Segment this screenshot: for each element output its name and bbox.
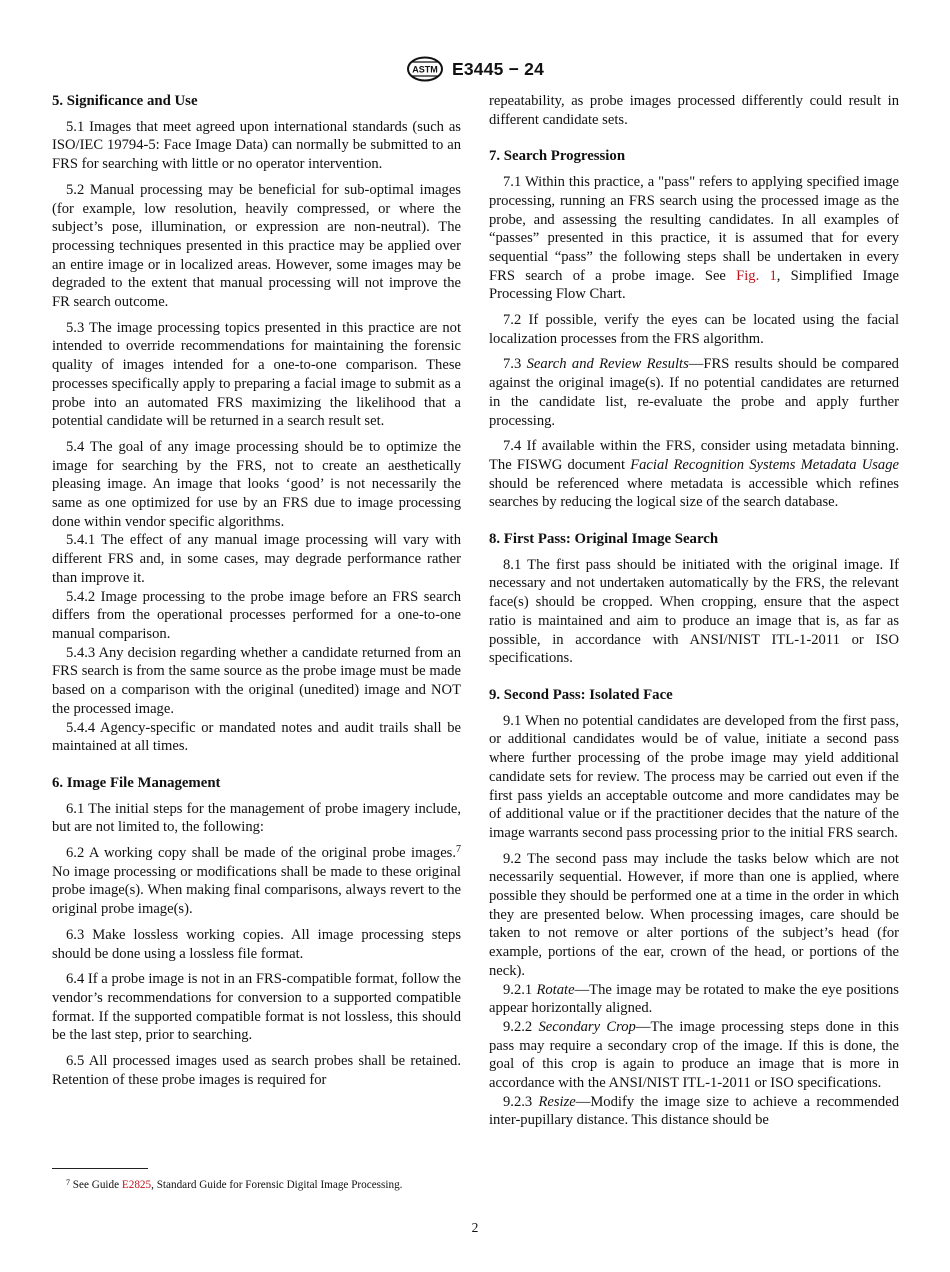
para-6-5: 6.5 All processed images used as search probes shall be retained. Retention of these probe images is required for: [52, 1053, 461, 1088]
para-7-1-text-a: 7.1 Within this practice, a "pass" refers to applying specified image processing, running an FRS search using the processed image as the probe, and assessing the resulting candidates. In all examples of “passes” presented in this practice, it is assumed that for every sequential “pass” the following steps shall be undertaken in every FRS search of a probe image. See: [489, 174, 899, 284]
para-5-1: 5.1 Images that meet agreed upon international standards (such as ISO/IEC 19794-5: Face Image Data) can normally be submitted to an FRS for searching with little or no operator intervention.: [52, 118, 461, 173]
para-5-4: 5.4 The goal of any image processing should be to optimize the image for searching by the FRS, not to create an aesthetically pleasing image. An image that looks ‘good’ is not necessarily the same as one optimized for use by an FRS due to image processing done within vendor specific algorithms.: [52, 438, 461, 530]
para-6-2-text-b: No image processing or modifications shall be made to these original probe image(s). When making final comparisons, always revert to the original probe image(s).: [52, 863, 461, 918]
para-9-1: 9.1 When no potential candidates are developed from the first pass, or additional candidates would be of value, initiate a second pass where further processing of the probe image may yield additional candidate sets for review. The process may be carried out even if the first pass yields an acceptable outcome and more candidates may be of additional value or if the practitioner decides that the nature of the image warrants second pass processing prior to the initial FRS search.: [489, 712, 899, 841]
para-7-3-title: Search and Review Results: [526, 356, 689, 373]
para-9-2-2: [489, 1018, 899, 1093]
para-5-4-3: 5.4.3 Any decision regarding whether a candidate returned from an FRS search is from the same source as the probe image must be made based on a comparison with the original (unedited) image and NOT the processed image.: [52, 644, 461, 717]
fig-1-link[interactable]: Fig. 1: [736, 267, 777, 284]
footnote-marker: 7: [66, 1178, 70, 1187]
para-7-2: 7.2 If possible, verify the eyes can be located using the facial localization processes from the FRS algorithm.: [489, 312, 899, 347]
para-6-1: 6.1 The initial steps for the management of probe imagery include, but are not limited to, the following:: [52, 800, 461, 836]
footnote-7: [52, 1178, 461, 1192]
footnote-ref-7[interactable]: 7: [456, 844, 461, 856]
page-header: [0, 56, 950, 87]
right-column: [489, 92, 899, 1130]
e2825-link[interactable]: E2825: [121, 1179, 152, 1191]
para-9-2-2-number: 9.2.2: [503, 1018, 539, 1035]
para-7-1-text-b: , Simplified Image Processing Flow Chart.: [489, 267, 900, 303]
para-9-2-2-title: Secondary Crop: [538, 1018, 636, 1035]
para-7-4-text-a: 7.4 If available within the FRS, consider using metadata binning. The FISWG document: [489, 438, 899, 473]
para-9-2-3-text: —Modify the image size to achieve a recommended inter-pupillary distance. This distance should be: [489, 1093, 899, 1129]
para-9-2-3-title: Resize: [538, 1093, 576, 1110]
para-5-4-4: 5.4.4 Agency-specific or mandated notes and audit trails shall be maintained at all times.: [52, 719, 461, 755]
para-7-3-number: 7.3: [503, 356, 527, 373]
section-5-heading: 5. Significance and Use: [52, 93, 198, 109]
section-8-heading: 8. First Pass: Original Image Search: [489, 531, 719, 548]
para-6-2-text-a: 6.2 A working copy shall be made of the original probe images.: [66, 845, 456, 862]
para-5-4-2: 5.4.2 Image processing to the probe image before an FRS search differs from the operational processes performed for a one-to-one manual comparison.: [52, 588, 461, 642]
para-7-4-text-b: should be referenced where metadata is accessible which refines searches by reducing the logical size of the search database.: [489, 475, 899, 511]
page-number: 2: [471, 1220, 479, 1235]
para-5-2: 5.2 Manual processing may be beneficial for sub-optimal images (for example, low resolution, heavily compressed, or where the subject’s pose, illumination, or expression are non-neutral). The processing techniques presented in this practice may be applied over an entire image or in localized areas. However, some images may be degraded to the extent that manual processing will not improve the FR search outcome.: [52, 181, 461, 311]
footnote-text-a: See Guide: [70, 1179, 122, 1191]
para-5-4-1: 5.4.1 The effect of any manual image processing will vary with different FRS and, in some cases, may degrade performance rather than improve it.: [52, 532, 461, 586]
footnote-divider: [52, 1168, 148, 1169]
section-9-heading: 9. Second Pass: Isolated Face: [489, 686, 673, 703]
footnote-text-b: , Standard Guide for Forensic Digital Image Processing.: [151, 1179, 403, 1191]
section-7-heading: 7. Search Progression: [489, 148, 626, 165]
para-9-2-3: [489, 1093, 899, 1130]
para-7-3: [489, 355, 899, 430]
para-6-2: [52, 844, 461, 919]
para-8-1: 8.1 The first pass should be initiated with the original image. If necessary and not undertaken automatically by the FRS, the relevant face(s) should be cropped. When cropping, ensure that the aspect ratio is maintained and aim to produce an image that is, as far as possible, in accordance with ANSI/NIST ITL-1-2011 or ISO specifications.: [489, 556, 899, 667]
left-column: [52, 92, 461, 1089]
astm-logo-icon: [406, 56, 444, 82]
para-9-2-1-number: 9.2.1: [503, 981, 537, 998]
para-9-2-2-text: —The image processing steps done in this pass may require a secondary crop of the image. If this is done, the goal of this crop is again to produce an image that is more in accordance with the ANSI/NIST ITL-1-2011 or ISO specifications.: [489, 1018, 899, 1092]
para-7-3-text: —FRS results should be compared against the original image(s). If no potential candidates are returned in the candidate list, re-evaluate the probe and apply further processing.: [489, 356, 899, 429]
para-7-1: [489, 173, 899, 304]
para-5-3: 5.3 The image processing topics presented in this practice are not intended to override recommendations for maintaining the forensic quality of images intended for a one-to-one comparison. These processes specifically apply to preparing a facial image to submit as a probe into an automated FRS maximizing the likelihood that a potential candidate will be returned in a search result set.: [52, 319, 461, 430]
para-6-5-continued: repeatability, as probe images processed differently could result in different candidate sets.: [489, 93, 899, 128]
para-9-2-1: [489, 981, 899, 1018]
para-7-4: [489, 437, 899, 512]
para-9-2-3-number: 9.2.3: [503, 1093, 539, 1110]
para-9-2: 9.2 The second pass may include the tasks below which are not necessarily sequential. However, if more than one is applied, where possible they should be performed one at a time in the order in which they are presented below. When processing images, care should be taken to not remove or alter portions of the subject’s head (for example, portions of the ear, crown of the head, or portions of the neck).: [489, 850, 899, 979]
standard-designation: E3445 − 24: [451, 58, 544, 79]
para-9-2-1-title: Rotate: [536, 981, 575, 998]
para-6-3: 6.3 Make lossless working copies. All image processing steps should be done using a lossless file format.: [52, 926, 461, 962]
section-6-heading: 6. Image File Management: [52, 774, 221, 791]
para-6-4: 6.4 If a probe image is not in an FRS-compatible format, follow the vendor’s recommendations for conversion to a supported compatible format. If the supported compatible format is not lossless, this should be the last step, prior to searching.: [52, 971, 461, 1044]
astm-logo-text: ASTM: [412, 64, 438, 75]
fiswg-document-title: Facial Recognition Systems Metadata Usage: [630, 456, 899, 473]
para-9-2-1-text: —The image may be rotated to make the eye positions appear horizontally aligned.: [489, 981, 899, 1017]
